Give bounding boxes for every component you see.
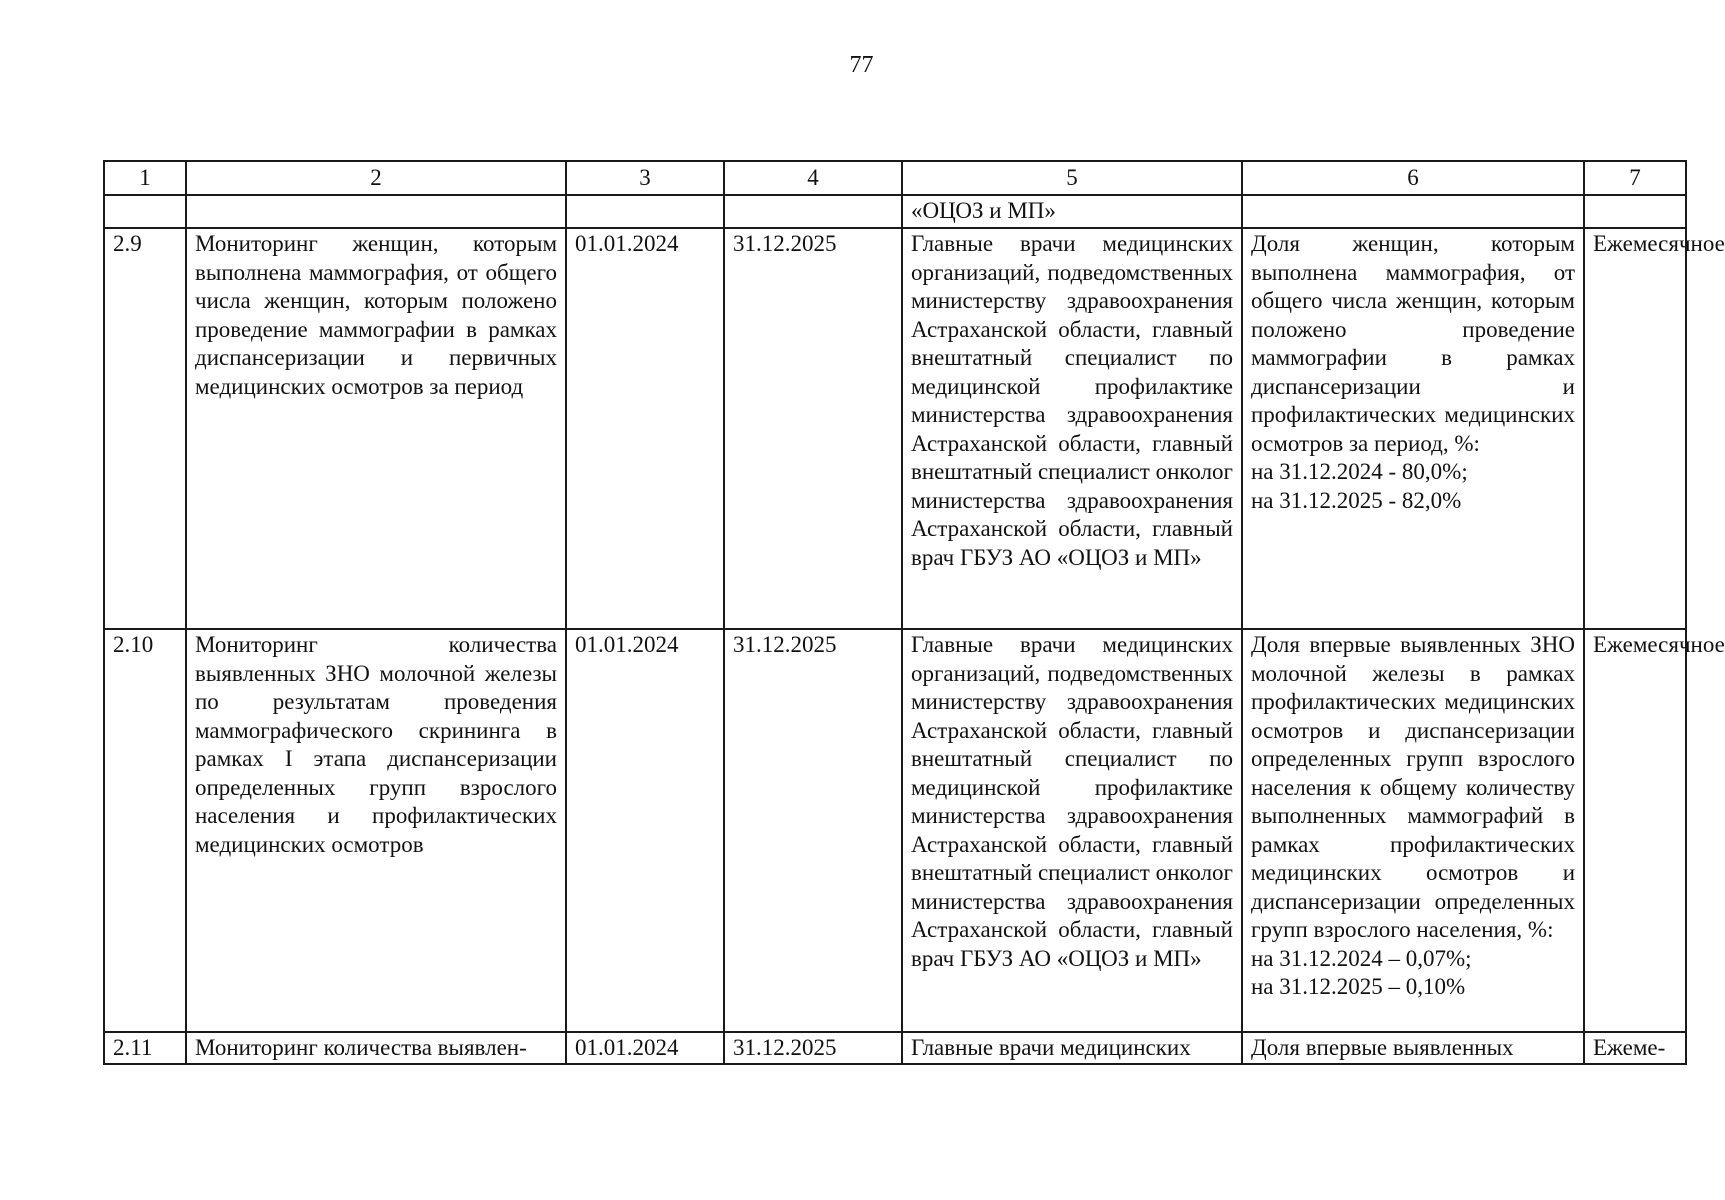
end-date-cell: 31.12.2025 — [724, 1032, 902, 1064]
empty-cell — [186, 195, 566, 228]
empty-cell — [1584, 195, 1686, 228]
responsible-continuation: «ОЦОЗ и МП» — [902, 195, 1242, 228]
table-row — [104, 1032, 1686, 1064]
column-number: 4 — [724, 161, 902, 195]
page-number: 77 — [849, 52, 874, 78]
indicator-cell — [1242, 629, 1584, 1032]
continuation-row — [104, 195, 1686, 228]
start-date-cell: 01.01.2024 — [566, 629, 724, 1032]
row-number: 2.11 — [104, 1032, 186, 1064]
column-number: 6 — [1242, 161, 1584, 195]
frequency-cell: Ежемесячное — [1584, 228, 1686, 629]
empty-cell — [566, 195, 724, 228]
indicator-value: на 31.12.2024 - 80,0%; — [1251, 459, 1468, 484]
table-row — [104, 629, 1686, 1032]
table-row — [104, 228, 1686, 629]
responsible-cell: Главные врачи медицинских организаций, подведомственных министерству здравоохранения Астраханской области, главный внештатный специалист по медицинской профилактике министерства здравоохранения Астраханской области, главный внештатный специалист онколог министерства здравоохранения Астраханской области, главный врач ГБУЗ АО «ОЦОЗ и МП» — [902, 629, 1242, 1032]
plan-table — [103, 160, 1725, 1065]
column-numbers-row — [104, 161, 1686, 195]
frequency-cell: Ежемесячное — [1584, 629, 1686, 1032]
responsible-cell: Главные врачи медицинских — [902, 1032, 1242, 1064]
empty-cell — [104, 195, 186, 228]
indicator-text: Доля впервые выявленных ЗНО молочной железы в рамках профилактических медицинских осмотров и диспансеризации определенных групп взрослого населения к общему количеству выполненных маммографий в рамках профилактических медицинских осмотров и диспансеризации определенных групп взрослого населения, %: — [1251, 632, 1575, 942]
indicator-cell — [1242, 228, 1584, 629]
event-cell: Мониторинг количества выявленных ЗНО молочной железы по результатам проведения маммографического скрининга в рамках I этапа диспансеризации определенных групп взрослого населения и профилактических медицинских осмотров — [186, 629, 566, 1032]
end-date-cell: 31.12.2025 — [724, 228, 902, 629]
frequency-cell: Ежеме- — [1584, 1032, 1686, 1064]
indicator-value: на 31.12.2024 – 0,07%; — [1251, 945, 1472, 971]
column-number: 3 — [566, 161, 724, 195]
column-number: 7 — [1584, 161, 1686, 195]
start-date-cell: 01.01.2024 — [566, 228, 724, 629]
start-date-cell: 01.01.2024 — [566, 1032, 724, 1064]
column-number: 2 — [186, 161, 566, 195]
indicator-cell: Доля впервые выявленных — [1242, 1032, 1584, 1064]
indicator-text: Доля женщин, которым выполнена маммография, от общего числа женщин, которым положено проведение маммографии в рамках диспансеризации и профилактических медицинских осмотров за период, %: — [1251, 231, 1575, 456]
end-date-cell: 31.12.2025 — [724, 629, 902, 1032]
column-number: 1 — [104, 161, 186, 195]
empty-cell — [1242, 195, 1584, 228]
indicator-value: на 31.12.2025 - 82,0% — [1251, 487, 1462, 513]
event-cell: Мониторинг женщин, которым выполнена маммография, от общего числа женщин, которым положено проведение маммографии в рамках диспансеризации и первичных медицинских осмотров за период — [186, 228, 566, 629]
responsible-cell: Главные врачи медицинских организаций, подведомственных министерству здравоохранения Астраханской области, главный внештатный специалист по медицинской профилактике министерства здравоохранения Астраханской области, главный внештатный специалист онколог министерства здравоохранения Астраханской области, главный врач ГБУЗ АО «ОЦОЗ и МП» — [902, 228, 1242, 629]
empty-cell — [724, 195, 902, 228]
indicator-value: на 31.12.2025 – 0,10% — [1251, 974, 1466, 999]
row-number: 2.9 — [104, 228, 186, 629]
row-number: 2.10 — [104, 629, 186, 1032]
column-number: 5 — [902, 161, 1242, 195]
event-cell: Мониторинг количества выявлен- — [186, 1032, 566, 1064]
